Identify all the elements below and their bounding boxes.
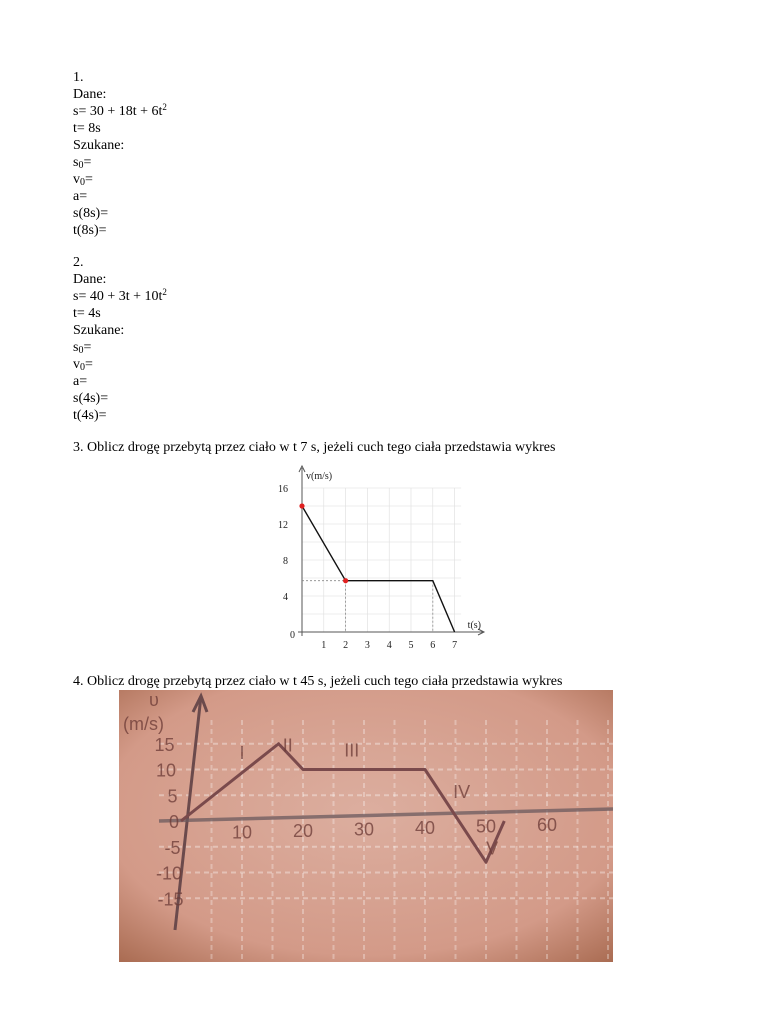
task-1-s-at: s(8s)=: [73, 206, 109, 221]
chart-3-axes: [298, 466, 484, 636]
chart-3-x-tick-label: 2: [343, 640, 349, 651]
chart-3-grid: [302, 488, 461, 632]
chart-3-x-axis-label: t(s): [467, 620, 482, 631]
chart-4-x-tick-label: 20: [292, 821, 314, 841]
velocity-chart-task-4-photo: [119, 690, 613, 962]
velocity-chart-task-3: [270, 462, 490, 660]
chart-4-y-tick-label: 0: [168, 812, 179, 832]
chart-4-y-tick-label: -15: [157, 889, 184, 910]
task-2: [73, 254, 167, 424]
chart-3-x-tick-label: 1: [321, 640, 327, 651]
task-1-a: a=: [73, 189, 88, 204]
task-2-t-at: t(4s)=: [73, 408, 107, 423]
chart-3-x-tick-label: 4: [386, 640, 392, 651]
chart-4-segment-label: II: [282, 735, 293, 756]
chart-4-y-axis-label: (m/s): [123, 714, 164, 734]
task-2-v0: $v_0=$: [73, 357, 93, 373]
chart-3-y-tick-label: 4: [283, 592, 288, 603]
task-2-number: 2.: [73, 255, 84, 270]
task-2-a: a=: [73, 374, 88, 389]
task-2-time: t= 4s: [73, 306, 101, 321]
chart-4-segment-label: IV: [453, 781, 471, 802]
task-1-t-at: t(8s)=: [73, 223, 107, 238]
task-4-text: 4. Oblicz drogę przebytą przez ciało w t 45 s, jeżeli cuch tego ciała przedstawia wykres: [73, 674, 563, 689]
task-2-given-label: Dane:: [73, 272, 107, 287]
chart-4-velocity-symbol: υ: [149, 690, 159, 710]
chart-3-x-tick-label: 3: [364, 640, 370, 651]
task-2-sought-label: Szukane:: [73, 323, 125, 338]
chart-4-y-tick-label: -5: [164, 837, 181, 858]
chart-4-y-tick-label: 15: [154, 734, 175, 755]
chart-4-segment-label: I: [239, 743, 245, 764]
task-3-text: 3. Oblicz drogę przebytą przez ciało w t 7 s, jeżeli cuch tego ciała przedstawia wykres: [73, 440, 556, 455]
task-1-time: t= 8s: [73, 121, 101, 136]
task-1-given-label: Dane:: [73, 87, 107, 102]
task-1-number: 1.: [73, 70, 84, 85]
task-1-s0: $s_0=$: [73, 155, 92, 171]
chart-3-x-tick-label: 6: [430, 640, 436, 651]
chart-3-highlight-point: [343, 578, 348, 583]
chart-3-y-tick-label: 8: [283, 556, 288, 567]
task-1-equation: $s= 30 + 18t + 6t^2$: [73, 102, 167, 119]
chart-4-segment-label: V: [486, 838, 499, 859]
task-1-v0: $v_0=$: [73, 172, 93, 188]
chart-3-x-tick-label: 7: [452, 640, 458, 651]
task-1-sought-label: Szukane:: [73, 138, 125, 153]
chart-4-x-tick-label: 40: [414, 818, 436, 838]
chart-4-y-tick-label: -10: [155, 863, 182, 884]
chart-4-y-tick-label: 5: [167, 786, 178, 807]
chart-4-x-tick-label: 60: [536, 815, 558, 835]
task-2-s-at: s(4s)=: [73, 391, 109, 406]
chart-3-y-axis-label: v(m/s): [306, 471, 333, 482]
task-2-s0: $s_0=$: [73, 340, 92, 356]
task-1: [73, 69, 167, 239]
chart-3-y-tick-label: 12: [278, 520, 288, 531]
chart-4-segment-label: III: [344, 740, 360, 761]
chart-3-velocity-line: [302, 506, 455, 632]
chart-4-y-tick-label: 10: [155, 760, 176, 781]
chart-3-series: [299, 503, 454, 632]
chart-3-highlight-point: [299, 503, 304, 508]
task-2-equation: $s= 40 + 3t + 10t^2$: [73, 287, 167, 304]
chart-4-x-tick-label: 10: [231, 822, 253, 843]
chart-3-y-tick-label: 16: [278, 484, 288, 495]
chart-3-x-tick-label: 5: [408, 640, 414, 651]
chart-4-x-tick-label: 30: [353, 819, 375, 840]
chart-4-x-tick-label: 50: [475, 816, 497, 837]
chart-3-origin-label: 0: [290, 630, 295, 641]
